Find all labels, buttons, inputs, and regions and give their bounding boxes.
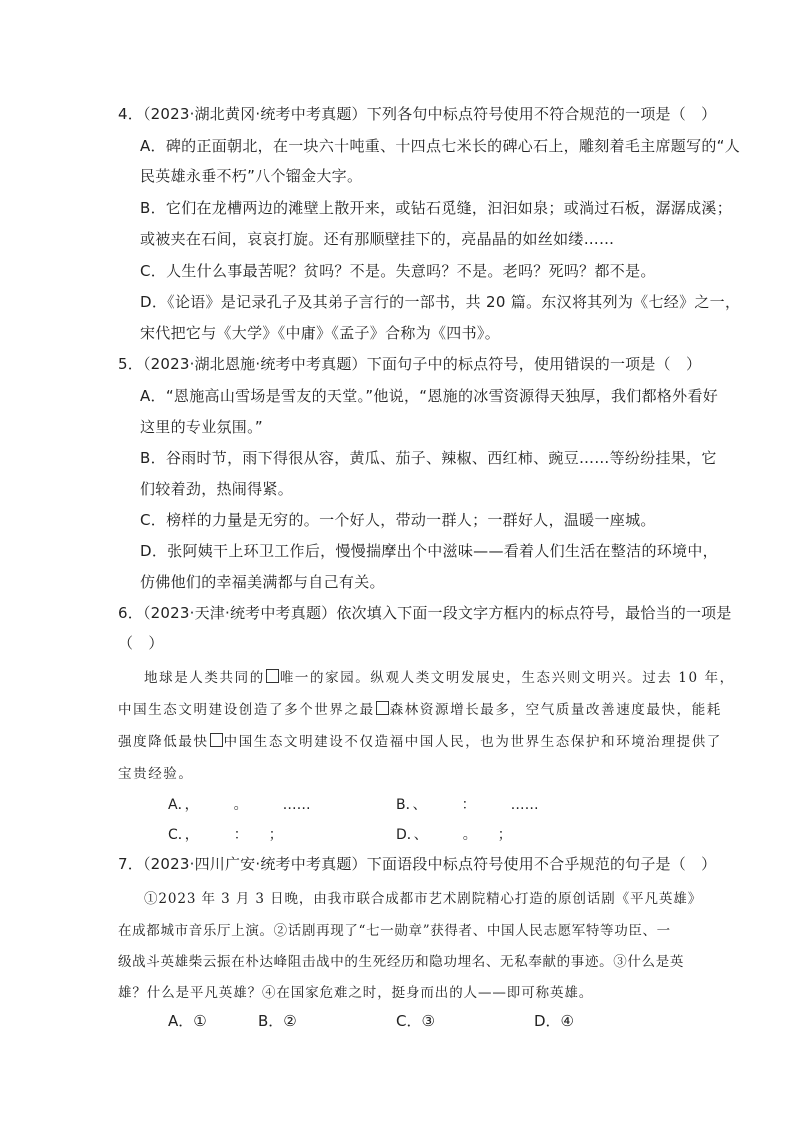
question-4-option-c: C．人生什么事最苦呢？贫吗？不是。失意吗？不是。老吗？死吗？都不是。 (140, 262, 656, 280)
question-6-option-d[interactable]: D．、 。 ； (396, 827, 512, 843)
passage-text: 地球是人类共同的 (144, 670, 265, 686)
question-6-passage-line4: 宝贵经验。 (118, 766, 194, 782)
question-5-option-a-line1: A．“恩施高山雪场是雪友的天堂。”他说，“恩施的冰雪资源得天独厚，我们都格外看好 (140, 387, 719, 405)
passage-text: 唯一的家园。纵观人类文明发展史，生态兴则文明兴。过去 10 年， (279, 670, 735, 686)
passage-text: 强度降低最快 (118, 734, 209, 750)
question-6-stem-line1: 6．（2023·天津·统考中考真题）依次填入下面一段文字方框内的标点符号，最恰当的一项是 (118, 604, 732, 622)
question-4-option-b-line1: B．它们在龙槽两边的滩壁上散开来，或钻石觅缝，汩汩如泉；或淌过石板，潺潺成溪； (140, 199, 732, 217)
question-4-option-d-line2: 宋代把它与《大学》《中庸》《孟子》合称为《四书》。 (140, 324, 501, 342)
blank-box (376, 701, 389, 715)
question-6-option-c[interactable]: C．， ： ； (168, 827, 283, 843)
question-7-option-d[interactable]: D．④ (534, 1012, 574, 1030)
question-7-passage-line3: 级战斗英雄柴云振在朴达峰阻击战中的生死经历和隐功埋名、无私奉献的事迹。③什么是英 (118, 954, 684, 970)
question-6-stem-line2: （ ） (118, 634, 164, 652)
passage-text: 中国生态文明建设创造了多个世界之最 (118, 702, 375, 718)
question-7-passage-line1: ①2023 年 3 月 3 日晚，由我市联合成都市艺术剧院精心打造的原创话剧《平凡英雄》 (144, 891, 703, 907)
question-4-option-a-line2: 民英雄永垂不朽”八个镏金大字。 (140, 167, 363, 185)
question-6-passage-line3 (118, 730, 722, 750)
blank-box (210, 733, 223, 747)
passage-text: 森林资源增长最多，空气质量改善速度最快，能耗 (389, 702, 722, 718)
question-6-option-b[interactable]: B．、 ： …… (396, 797, 539, 813)
blank-box (266, 669, 279, 683)
question-7-passage-line4: 雄？什么是平凡英雄？④在国家危难之时，挺身而出的人——即可称英雄。 (118, 985, 594, 1001)
question-6-passage-line1 (144, 666, 735, 686)
question-7-option-c[interactable]: C．③ (396, 1012, 435, 1030)
question-5-option-a-line2: 这里的专业氛围。” (140, 418, 263, 436)
question-4-option-d-line1: D．《论语》是记录孔子及其弟子言行的一部书，共 20 篇。东汉将其列为《七经》之一， (140, 293, 741, 311)
question-5-option-b-line2: 们较着劲，热闹得紧。 (140, 480, 294, 498)
question-4-stem: 4．（2023·湖北黄冈·统考中考真题）下列各句中标点符号使用不符合规范的一项是（ ） (118, 105, 717, 123)
question-4-option-a-line1: A．碑的正面朝北，在一块六十吨重、十四点七米长的碑心石上，雕刻着毛主席题写的“人 (140, 137, 741, 155)
passage-text: 中国生态文明建设不仅造福中国人民，也为世界生态保护和环境治理提供了 (223, 734, 722, 750)
question-5-option-d-line2: 仿佛他们的幸福美满都与自己有关。 (140, 573, 385, 591)
question-7-stem: 7．（2023·四川广安·统考中考真题）下面语段中标点符号使用不合乎规范的句子是（ ） (118, 855, 717, 873)
question-6-passage-line2 (118, 698, 722, 718)
question-6-option-a[interactable]: A．， 。 …… (168, 797, 311, 813)
question-5-option-b-line1: B．谷雨时节，雨下得很从容，黄瓜、茄子、辣椒、西红柿、豌豆……等纷纷挂果，它 (140, 449, 717, 467)
question-4-option-b-line2: 或被夹在石间，哀哀打旋。还有那顺壁挂下的，亮晶晶的如丝如缕…… (140, 230, 615, 248)
question-7-option-b[interactable]: B．② (258, 1012, 297, 1030)
question-5-option-c: C．榜样的力量是无穷的。一个好人，带动一群人；一群好人，温暖一座城。 (140, 511, 656, 529)
question-7-passage-line2: 在成都城市音乐厅上演。②话剧再现了“七一勋章”获得者、中国人民志愿军特等功臣、一 (118, 923, 671, 939)
question-5-stem: 5．（2023·湖北恩施·统考中考真题）下面句子中的标点符号，使用错误的一项是（ ） (118, 355, 702, 373)
question-7-option-a[interactable]: A．① (168, 1012, 207, 1030)
question-5-option-d-line1: D．张阿姨干上环卫工作后，慢慢揣摩出个中滋味——看着人们生活在整洁的环境中， (140, 542, 718, 560)
